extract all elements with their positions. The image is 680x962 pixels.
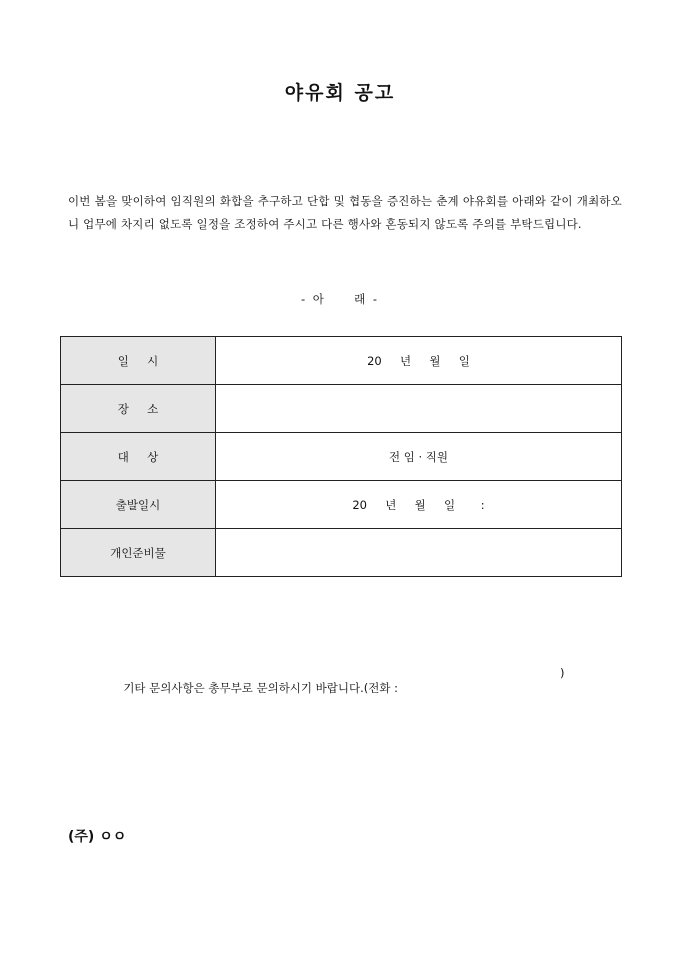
table-row (61, 481, 622, 529)
table-row (61, 337, 622, 385)
row-value-datetime: 20 년 월 일 (216, 337, 622, 385)
table-row (61, 433, 622, 481)
table-row (61, 385, 622, 433)
contact-note-close: ) (560, 666, 565, 680)
row-value-items (216, 529, 622, 577)
subheading: - 아 래 - (300, 292, 380, 306)
intro-paragraph: 이번 봄을 맞이하여 임직원의 화합을 추구하고 단합 및 협동을 증진하는 춘계 야유회를 아래와 같이 개최하오니 업무에 차지리 없도록 일정을 조정하여 주시고 다른 행사와 혼동되지 않도록 주의를 부탁드립니다. (68, 194, 622, 231)
row-value-target: 전 임 · 직원 (216, 433, 622, 481)
contact-note-text: 기타 문의사항은 총무부로 문의하시기 바랍니다.(전화 : (123, 681, 399, 695)
row-value-departure: 20 년 월 일 : (216, 481, 622, 529)
contact-note (116, 666, 576, 710)
row-label-items: 개인준비물 (61, 529, 216, 577)
row-label-place: 장 소 (61, 385, 216, 433)
company-name: (주) ㅇㅇ (68, 829, 127, 845)
table-row (61, 529, 622, 577)
details-table (60, 336, 622, 577)
row-value-place (216, 385, 622, 433)
row-label-datetime: 일 시 (61, 337, 216, 385)
document-title: 야유회 공고 (284, 82, 396, 104)
row-label-departure: 출발일시 (61, 481, 216, 529)
row-label-target: 대 상 (61, 433, 216, 481)
